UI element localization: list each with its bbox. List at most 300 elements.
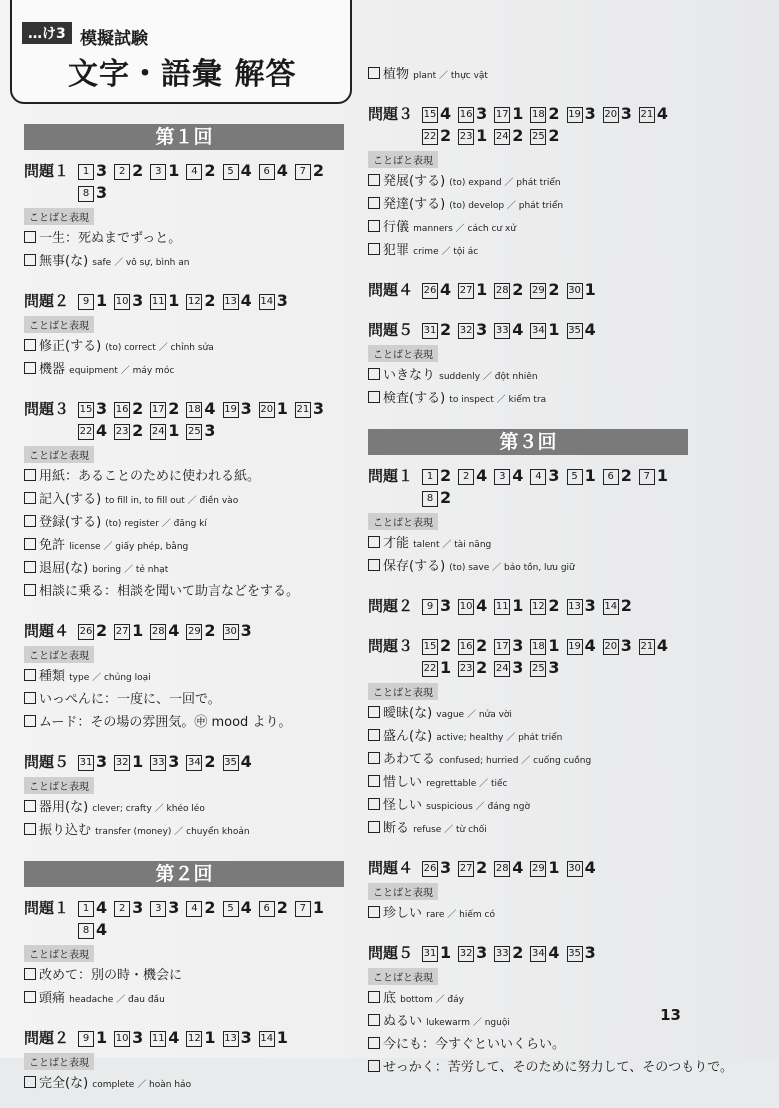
answer-number: 4 xyxy=(530,469,546,485)
vocab-term: 一生：死ぬまでずっと。 xyxy=(39,231,182,246)
question-label: 問題４ xyxy=(368,859,414,877)
vocab-term: 免許 xyxy=(39,538,66,553)
answer-item xyxy=(494,103,523,125)
answer-item xyxy=(114,398,143,420)
header-box xyxy=(10,0,352,104)
answer-item xyxy=(458,465,487,487)
answer-value: 1 xyxy=(132,752,144,771)
answer-list xyxy=(78,751,344,773)
vocab-term: ムード：その場の雰囲気。㊥ mood より。 xyxy=(39,715,292,730)
answer-item xyxy=(150,1027,179,1049)
answer-number: 32 xyxy=(458,323,474,339)
vocab-item xyxy=(24,1073,344,1096)
question-row xyxy=(368,635,688,679)
answer-item xyxy=(78,897,107,919)
checkbox-icon xyxy=(368,706,380,718)
vocab-item xyxy=(24,512,344,535)
answer-number: 7 xyxy=(639,469,655,485)
answer-item xyxy=(494,595,523,617)
answer-value: 4 xyxy=(96,898,108,917)
answer-item xyxy=(150,420,179,442)
answer-value: 1 xyxy=(656,466,668,485)
answer-number: 26 xyxy=(422,283,438,299)
answer-item xyxy=(458,857,487,879)
kotoba-label: ことばと表現 xyxy=(368,513,438,530)
vocab-gloss: (to) register ／ đăng kí xyxy=(105,519,207,529)
answer-value: 2 xyxy=(512,126,524,145)
question-row xyxy=(368,942,688,964)
answer-value: 1 xyxy=(440,658,452,677)
checkbox-icon xyxy=(368,220,380,232)
vocab-item xyxy=(24,228,344,251)
question-label: 問題５ xyxy=(24,753,70,771)
answer-item xyxy=(78,620,107,642)
checkbox-icon xyxy=(368,368,380,380)
answer-list xyxy=(78,290,344,312)
answer-value: 2 xyxy=(440,488,452,507)
answer-number: 1 xyxy=(78,164,94,180)
vocab-term: 盛ん(な) xyxy=(383,729,433,744)
answer-item xyxy=(78,420,107,442)
answer-number: 2 xyxy=(114,901,130,917)
answer-value: 4 xyxy=(204,399,216,418)
spacer xyxy=(368,87,688,99)
answer-value: 4 xyxy=(512,858,524,877)
answer-item xyxy=(114,751,143,773)
answer-value: 1 xyxy=(96,291,108,310)
vocab-item xyxy=(368,1057,733,1080)
answer-item xyxy=(422,595,451,617)
answer-value: 1 xyxy=(204,1028,216,1047)
answer-value: 4 xyxy=(656,636,668,655)
answer-value: 2 xyxy=(548,126,560,145)
vocab-term: 発展(する) xyxy=(383,174,446,189)
question-label: 問題４ xyxy=(368,281,414,299)
answer-value: 4 xyxy=(584,636,596,655)
answer-number: 8 xyxy=(78,923,94,939)
checkbox-icon xyxy=(368,559,380,571)
answer-value: 2 xyxy=(204,752,216,771)
checkbox-icon xyxy=(368,391,380,403)
answer-number: 3 xyxy=(150,164,166,180)
answer-value: 2 xyxy=(512,943,524,962)
answer-number: 24 xyxy=(494,661,510,677)
checkbox-icon xyxy=(368,243,380,255)
vocab-term: 修正(する) xyxy=(39,339,102,354)
answer-number: 35 xyxy=(223,755,239,771)
answer-value: 4 xyxy=(96,920,108,939)
vocab-item xyxy=(368,240,688,263)
kotoba-label: ことばと表現 xyxy=(368,345,438,362)
answer-value: 1 xyxy=(276,399,288,418)
answer-item xyxy=(186,160,215,182)
answer-value: 3 xyxy=(476,943,488,962)
answer-item xyxy=(530,125,559,147)
vocab-gloss: headache ／ đau đầu xyxy=(69,995,165,1005)
checkbox-icon xyxy=(368,174,380,186)
answer-item xyxy=(603,595,632,617)
kotoba-label: ことばと表現 xyxy=(24,777,94,794)
vocab-gloss: vague ／ nửa vời xyxy=(436,710,512,720)
answer-number: 21 xyxy=(639,107,655,123)
vocab-gloss: safe ／ vô sự, bình an xyxy=(92,258,190,268)
question-label: 問題３ xyxy=(24,400,70,418)
spacer xyxy=(368,263,688,275)
answer-number: 17 xyxy=(494,107,510,123)
question-label: 問題１ xyxy=(24,899,70,917)
answer-number: 21 xyxy=(295,402,311,418)
vocab-gloss: type ／ chủng loại xyxy=(69,673,151,683)
checkbox-icon xyxy=(368,1037,380,1049)
answer-number: 5 xyxy=(567,469,583,485)
answer-item xyxy=(639,103,668,125)
answer-number: 13 xyxy=(223,294,239,310)
answer-value: 4 xyxy=(512,320,524,339)
question-label: 問題３ xyxy=(368,105,414,123)
answer-value: 3 xyxy=(132,1028,144,1047)
answer-value: 3 xyxy=(96,161,108,180)
answer-value: 3 xyxy=(132,898,144,917)
checkbox-icon xyxy=(368,821,380,833)
checkbox-icon xyxy=(24,561,36,573)
answer-item xyxy=(567,635,596,657)
vocab-gloss: (to) expand ／ phát triển xyxy=(449,178,561,188)
answer-number: 19 xyxy=(567,639,583,655)
question-row xyxy=(24,398,344,442)
answer-number: 5 xyxy=(223,164,239,180)
answer-item xyxy=(114,160,143,182)
answer-item xyxy=(259,398,288,420)
answer-item xyxy=(422,635,451,657)
answer-value: 3 xyxy=(476,104,488,123)
answer-value: 1 xyxy=(132,621,144,640)
answer-item xyxy=(494,942,523,964)
answer-number: 30 xyxy=(567,283,583,299)
question-label: 問題３ xyxy=(368,637,414,655)
checkbox-icon xyxy=(24,823,36,835)
answer-value: 3 xyxy=(548,658,560,677)
answer-item xyxy=(639,635,668,657)
answer-value: 1 xyxy=(548,636,560,655)
answer-number: 30 xyxy=(223,624,239,640)
answer-item xyxy=(567,857,596,879)
answer-item xyxy=(494,465,523,487)
answer-item xyxy=(422,487,451,509)
answer-value: 2 xyxy=(168,399,180,418)
answer-item xyxy=(150,160,179,182)
vocab-item xyxy=(24,988,344,1011)
answer-value: 4 xyxy=(584,858,596,877)
answer-number: 26 xyxy=(422,861,438,877)
answer-number: 1 xyxy=(78,901,94,917)
answer-number: 31 xyxy=(422,323,438,339)
vocab-gloss: confused; hurried ／ cuống cuồng xyxy=(439,756,592,766)
question-row xyxy=(24,751,344,773)
answer-number: 7 xyxy=(295,901,311,917)
answer-value: 3 xyxy=(620,104,632,123)
vocab-item xyxy=(24,965,344,988)
answer-value: 3 xyxy=(440,596,452,615)
answer-number: 10 xyxy=(458,599,474,615)
vocab-item xyxy=(368,988,688,1011)
answer-number: 23 xyxy=(458,661,474,677)
vocab-term: 相談に乗る：相談を聞いて助言などをする。 xyxy=(39,584,300,599)
vocab-term: 底 xyxy=(383,991,397,1006)
answer-item xyxy=(422,942,451,964)
answer-value: 1 xyxy=(548,858,560,877)
vocab-item xyxy=(24,820,344,843)
answer-value: 3 xyxy=(132,291,144,310)
vocab-gloss: to fill in, to fill out ／ điền vào xyxy=(105,496,239,506)
answer-item xyxy=(530,857,559,879)
vocab-gloss: (to) save ／ bảo tồn, lưu giữ xyxy=(449,563,575,573)
answer-value: 1 xyxy=(476,280,488,299)
answer-value: 3 xyxy=(168,898,180,917)
vocab-term: 才能 xyxy=(383,536,410,551)
answer-item xyxy=(530,595,559,617)
answer-item xyxy=(494,319,523,341)
checkbox-icon xyxy=(368,729,380,741)
answer-item xyxy=(422,319,451,341)
question-label: 問題１ xyxy=(368,467,414,485)
answer-item xyxy=(78,398,107,420)
answer-item xyxy=(259,290,288,312)
vocab-gloss: manners ／ cách cư xử xyxy=(413,224,517,234)
answer-number: 33 xyxy=(494,946,510,962)
answer-item xyxy=(78,751,107,773)
answer-number: 32 xyxy=(458,946,474,962)
answer-list xyxy=(422,465,688,509)
answer-list xyxy=(422,279,688,301)
answer-number: 33 xyxy=(150,755,166,771)
answer-value: 1 xyxy=(312,898,324,917)
answer-number: 29 xyxy=(530,861,546,877)
answer-value: 4 xyxy=(240,161,252,180)
spacer xyxy=(368,926,688,938)
kotoba-label: ことばと表現 xyxy=(24,1053,94,1070)
answer-number: 34 xyxy=(530,323,546,339)
answer-value: 2 xyxy=(312,161,324,180)
answer-number: 7 xyxy=(295,164,311,180)
vocab-gloss: suspicious ／ đáng ngờ xyxy=(426,802,530,812)
answer-item xyxy=(150,897,179,919)
answer-value: 2 xyxy=(204,291,216,310)
answer-list xyxy=(422,103,688,147)
answer-item xyxy=(422,125,451,147)
answer-value: 2 xyxy=(440,320,452,339)
answer-item xyxy=(114,620,143,642)
answer-value: 1 xyxy=(512,596,524,615)
vocab-item xyxy=(368,903,688,926)
answer-number: 14 xyxy=(259,1031,275,1047)
answer-value: 3 xyxy=(276,291,288,310)
answer-item xyxy=(422,103,451,125)
answer-number: 35 xyxy=(567,946,583,962)
answer-item xyxy=(458,125,487,147)
answer-number: 13 xyxy=(223,1031,239,1047)
answer-item xyxy=(494,657,523,679)
spacer xyxy=(24,382,344,394)
answer-value: 2 xyxy=(512,280,524,299)
vocab-item xyxy=(24,581,344,604)
answer-number: 6 xyxy=(603,469,619,485)
vocab-term: せっかく：苦労して、そのために努力して、そのつもりで。 xyxy=(383,1060,733,1075)
answer-number: 28 xyxy=(150,624,166,640)
answer-number: 25 xyxy=(530,129,546,145)
answer-item xyxy=(494,857,523,879)
answer-value: 1 xyxy=(168,161,180,180)
answer-value: 2 xyxy=(132,161,144,180)
answer-item xyxy=(259,897,288,919)
vocab-item xyxy=(368,795,688,818)
spacer xyxy=(24,843,344,855)
checkbox-icon xyxy=(24,231,36,243)
answer-item xyxy=(78,182,107,204)
vocab-term: 種類 xyxy=(39,669,66,684)
answer-item xyxy=(223,398,252,420)
checkbox-icon xyxy=(368,991,380,1003)
question-row xyxy=(24,290,344,312)
question-label: 問題２ xyxy=(368,597,414,615)
answer-item xyxy=(186,620,215,642)
checkbox-icon xyxy=(368,775,380,787)
answer-number: 24 xyxy=(150,424,166,440)
kotoba-label: ことばと表現 xyxy=(24,945,94,962)
answer-number: 6 xyxy=(259,164,275,180)
vocab-item xyxy=(24,336,344,359)
vocab-item xyxy=(24,466,344,489)
question-label: 問題４ xyxy=(24,622,70,640)
answer-item xyxy=(114,420,143,442)
kotoba-label: ことばと表現 xyxy=(24,646,94,663)
spacer xyxy=(368,841,688,853)
answer-value: 2 xyxy=(276,898,288,917)
answer-number: 14 xyxy=(603,599,619,615)
answer-item xyxy=(530,103,559,125)
vocab-item xyxy=(24,489,344,512)
answer-value: 3 xyxy=(476,320,488,339)
checkbox-icon xyxy=(368,752,380,764)
answer-number: 14 xyxy=(259,294,275,310)
kotoba-label: ことばと表現 xyxy=(368,151,438,168)
checkbox-icon xyxy=(368,1060,380,1072)
answer-number: 6 xyxy=(259,901,275,917)
answer-value: 2 xyxy=(204,898,216,917)
vocab-item xyxy=(368,1011,688,1034)
page-number: 13 xyxy=(660,1006,681,1024)
answer-number: 10 xyxy=(114,294,130,310)
answer-number: 17 xyxy=(150,402,166,418)
spacer xyxy=(24,1011,344,1023)
vocab-item xyxy=(24,251,344,274)
answer-value: 3 xyxy=(240,399,252,418)
answer-list xyxy=(78,398,344,442)
answer-number: 25 xyxy=(186,424,202,440)
question-row xyxy=(24,897,344,941)
answer-item xyxy=(186,398,215,420)
vocab-item xyxy=(368,194,688,217)
answer-item xyxy=(530,657,559,679)
answer-number: 31 xyxy=(422,946,438,962)
answer-value: 3 xyxy=(96,183,108,202)
answer-value: 2 xyxy=(548,280,560,299)
question-row xyxy=(368,319,688,341)
vocab-gloss: regrettable ／ tiếc xyxy=(426,779,508,789)
answer-number: 18 xyxy=(530,639,546,655)
answer-value: 4 xyxy=(656,104,668,123)
answer-list xyxy=(422,857,688,879)
vocab-item xyxy=(368,556,688,579)
vocab-term: ぬるい xyxy=(383,1014,423,1029)
answer-number: 17 xyxy=(494,639,510,655)
answer-value: 3 xyxy=(204,421,216,440)
answer-number: 31 xyxy=(78,755,94,771)
answer-item xyxy=(494,635,523,657)
header-title: 文字・語彙 解答 xyxy=(68,57,297,92)
answer-item xyxy=(567,319,596,341)
answer-item xyxy=(458,942,487,964)
vocab-gloss: talent ／ tài năng xyxy=(413,540,492,550)
answer-value: 2 xyxy=(204,161,216,180)
answer-value: 2 xyxy=(476,658,488,677)
answer-number: 9 xyxy=(78,1031,94,1047)
answer-number: 27 xyxy=(458,283,474,299)
answer-item xyxy=(295,398,324,420)
answer-number: 35 xyxy=(567,323,583,339)
answer-list xyxy=(422,319,688,341)
vocab-gloss: active; healthy ／ phát triển xyxy=(436,733,563,743)
vocab-term: 犯罪 xyxy=(383,243,410,258)
checkbox-icon xyxy=(368,536,380,548)
answer-number: 20 xyxy=(603,639,619,655)
answer-number: 26 xyxy=(78,624,94,640)
answer-number: 20 xyxy=(259,402,275,418)
question-row xyxy=(368,103,688,147)
answer-value: 2 xyxy=(548,104,560,123)
answer-value: 3 xyxy=(168,752,180,771)
vocab-item xyxy=(368,533,688,556)
vocab-term: 検査(する) xyxy=(383,391,446,406)
vocab-term: 発達(する) xyxy=(383,197,446,212)
answer-value: 1 xyxy=(440,943,452,962)
vocab-term: 無事(な) xyxy=(39,254,89,269)
answer-value: 3 xyxy=(584,943,596,962)
answer-item xyxy=(78,290,107,312)
answer-value: 3 xyxy=(312,399,324,418)
answer-number: 11 xyxy=(150,294,166,310)
answer-number: 12 xyxy=(186,294,202,310)
answer-value: 1 xyxy=(276,1028,288,1047)
vocab-gloss: rare ／ hiếm có xyxy=(426,910,495,920)
answer-value: 1 xyxy=(476,126,488,145)
answer-value: 3 xyxy=(96,399,108,418)
answer-value: 4 xyxy=(476,466,488,485)
question-row xyxy=(368,465,688,509)
answer-value: 4 xyxy=(440,280,452,299)
answer-item xyxy=(567,942,596,964)
answer-number: 32 xyxy=(114,755,130,771)
vocab-gloss: to inspect ／ kiểm tra xyxy=(449,395,547,405)
answer-value: 3 xyxy=(548,466,560,485)
answer-item xyxy=(223,620,252,642)
answer-item xyxy=(530,635,559,657)
vocab-item xyxy=(368,171,688,194)
answer-item xyxy=(494,279,523,301)
vocab-gloss: (to) develop ／ phát triển xyxy=(449,201,564,211)
vocab-term: 今にも：今すぐといいくらい。 xyxy=(383,1037,566,1052)
spacer xyxy=(368,579,688,591)
answer-item xyxy=(422,465,451,487)
